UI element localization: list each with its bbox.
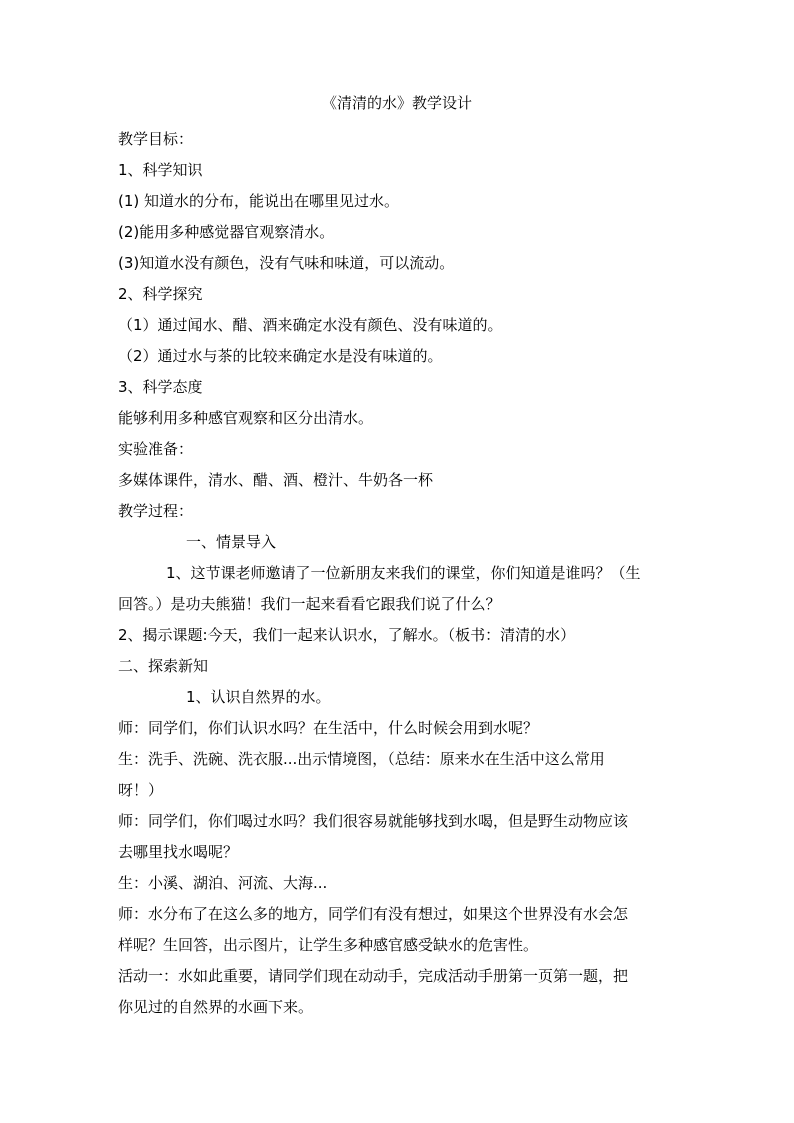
paragraph: 去哪里找水喝呢？ — [118, 843, 239, 861]
subheading-natural-water: 1、认识自然界的水。 — [186, 688, 331, 706]
paragraph: 你见过的自然界的水画下来。 — [118, 998, 314, 1016]
paragraph: 1、这节课老师邀请了一位新朋友来我们的课堂，你们知道是谁吗？（生 — [166, 564, 641, 582]
paragraph: 2、揭示课题:今天，我们一起来认识水，了解水。（板书：清清的水） — [118, 626, 576, 644]
paragraph: 师：水分布了在这么多的地方，同学们有没有想过，如果这个世界没有水会怎 — [118, 905, 629, 923]
paragraph: (1) 知道水的分布，能说出在哪里见过水。 — [118, 192, 400, 210]
paragraph: 样呢？生回答，出示图片，让学生多种感官感受缺水的危害性。 — [118, 936, 539, 954]
subheading-introduction: 一、情景导入 — [186, 533, 277, 551]
subheading-explore: 二、探索新知 — [118, 657, 209, 675]
document-title: 《清清的水》教学设计 — [321, 94, 472, 112]
paragraph: 能够利用多种感官观察和区分出清水。 — [118, 409, 374, 427]
paragraph: 生：小溪、湖泊、河流、大海... — [118, 874, 328, 892]
paragraph: 多媒体课件，清水、醋、酒、橙汁、牛奶各一杯 — [118, 471, 434, 489]
paragraph: 回答。）是功夫熊猫！我们一起来看看它跟我们说了什么？ — [118, 595, 501, 613]
paragraph: (3)知道水没有颜色，没有气味和味道，可以流动。 — [118, 254, 455, 272]
subheading-science-inquiry: 2、科学探究 — [118, 285, 203, 303]
paragraph: 生：洗手、洗碗、洗衣服...出示情境图，（总结：原来水在生活中这么常用 — [118, 750, 605, 768]
subheading-science-attitude: 3、科学态度 — [118, 378, 203, 396]
document-body — [118, 128, 678, 1027]
section-heading-preparation: 实验准备： — [118, 440, 194, 458]
paragraph: 活动一：水如此重要，请同学们现在动动手，完成活动手册第一页第一题，把 — [118, 967, 629, 985]
paragraph: 师：同学们，你们认识水吗？在生活中，什么时候会用到水呢？ — [118, 719, 539, 737]
section-heading-process: 教学过程： — [118, 502, 194, 520]
paragraph: 呀！） — [118, 781, 164, 799]
paragraph: （2）通过水与茶的比较来确定水是没有味道的。 — [118, 347, 443, 365]
section-heading-objectives: 教学目标： — [118, 130, 194, 148]
paragraph: (2)能用多种感觉器官观察清水。 — [118, 223, 335, 241]
paragraph: （1）通过闻水、醋、酒来确定水没有颜色、没有味道的。 — [118, 316, 503, 334]
subheading-science-knowledge: 1、科学知识 — [118, 161, 203, 179]
paragraph: 师：同学们，你们喝过水吗？我们很容易就能够找到水喝，但是野生动物应该 — [118, 812, 629, 830]
